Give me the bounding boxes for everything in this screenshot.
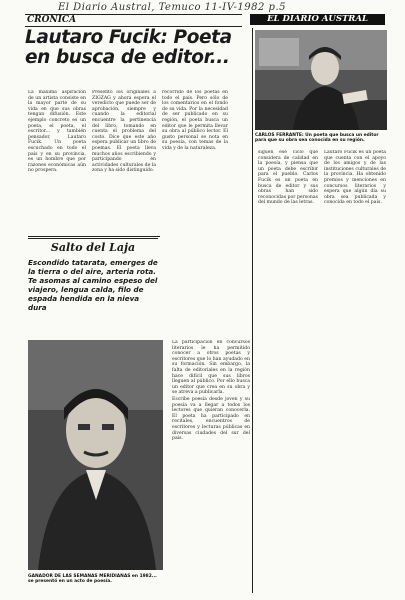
article-column-4	[258, 150, 318, 590]
poet-photo-bottom	[28, 340, 163, 570]
handwritten-note: El Diario Austral, Temuco 11-IV-1982 p.5	[58, 2, 286, 13]
article-column-6	[172, 340, 250, 590]
article-paragraph: La participación en concursos literarios le ha permitido conocer a otros poetas y escritores que lo han ayudado en su formación. Sin embargo, la falta de editoriales en la región hace difícil que sus libros lleguen al público. Por ello busca un editor que crea en su obra y se atreva a publicarla.	[172, 340, 250, 396]
poem-title: Salto del Laja	[28, 238, 158, 254]
poem-text: Escondido tatarata, emerges de la tierra o del aire, arteria rota. Te asomas al camino espeso del viajero, lengua calda, filo de espada hendida en la nieva dura	[28, 258, 158, 312]
article-paragraph: recorrido de los poetas en todo el país. Pero sólo de los comentarios en el fondo de su vida. Por la necesidad de ser publicado en su región, el poeta busca un editor que le permita llevar su obra al público lector. El gusto personal se nota en su poesía, con temas de la vida y de la naturaleza.	[162, 90, 228, 151]
article-paragraph: Lautaro Fucik es un poeta que cuenta con el apoyo de los amigos y de las instituciones culturales de la provincia. Ha obtenido premios y menciones en concursos literarios y espera que algún día su obra sea publicada y conocida en todo el país.	[324, 150, 386, 206]
article-paragraph: siguen ese ciclo que considera de calidad en la poesía, y piensa que un poeta debe escribir para el pueblo. Carlos Fucik es un poeta en busca de editor y sus obras han sido reconocidas por personas del mundo de las letras.	[258, 150, 318, 206]
poet-portrait-top-image	[255, 30, 387, 130]
article-column-3	[162, 90, 228, 330]
section-label: CRONICA	[25, 14, 242, 27]
photo-top-caption: CARLOS FERRANTE: Un poeta que busca un editor para que su obra sea conocida en su región.	[255, 133, 379, 144]
photo-bottom-caption: GANADOR DE LAS SEMANAS MERIDIANAS en 1982... se presentó en un acto de poesía.	[28, 574, 157, 585]
article-column-5	[324, 150, 386, 590]
column-divider	[252, 28, 253, 593]
poet-portrait-bottom-image	[28, 340, 163, 570]
poet-photo-top	[255, 30, 387, 130]
box-border-top	[28, 236, 160, 237]
masthead: EL DIARIO AUSTRAL	[250, 14, 385, 25]
article-column-1	[28, 90, 86, 230]
headline: Lautaro Fucik: Poeta en busca de editor...	[25, 27, 232, 68]
article-paragraph: Presentó los originales a ZIGZAG y ahora espera el veredicto que puede ser de aprobación, siempre y cuando la editorial encuentre la pertinencia del libro, tomando en cuenta el problema del costo. Dice que este año espera publicar un libro de poemas. El poeta lleva muchos años escribiendo y participando en actividades culturales de la zona y ha sido distinguido.	[92, 90, 156, 174]
article-paragraph: Escribe poesía desde joven y su poesía va a llegar a todos los lectores que quieran conocerla. El poeta ha participado en recitales, encuentros de escritores y lecturas públicas en diversas ciudades del sur del país.	[172, 396, 250, 442]
article-paragraph: La máxima aspiración de un artista consiste en la mayor parte de su vida en que sus obras tengan difusión. Este ejemplo concreto es un poeta, el poeta, el escritor... y también pensador, Lautaro Fucik. Un poeta escuchado en todo el país y en su provincia, es un hombre que por razones económicas aún no prospera.	[28, 90, 86, 174]
